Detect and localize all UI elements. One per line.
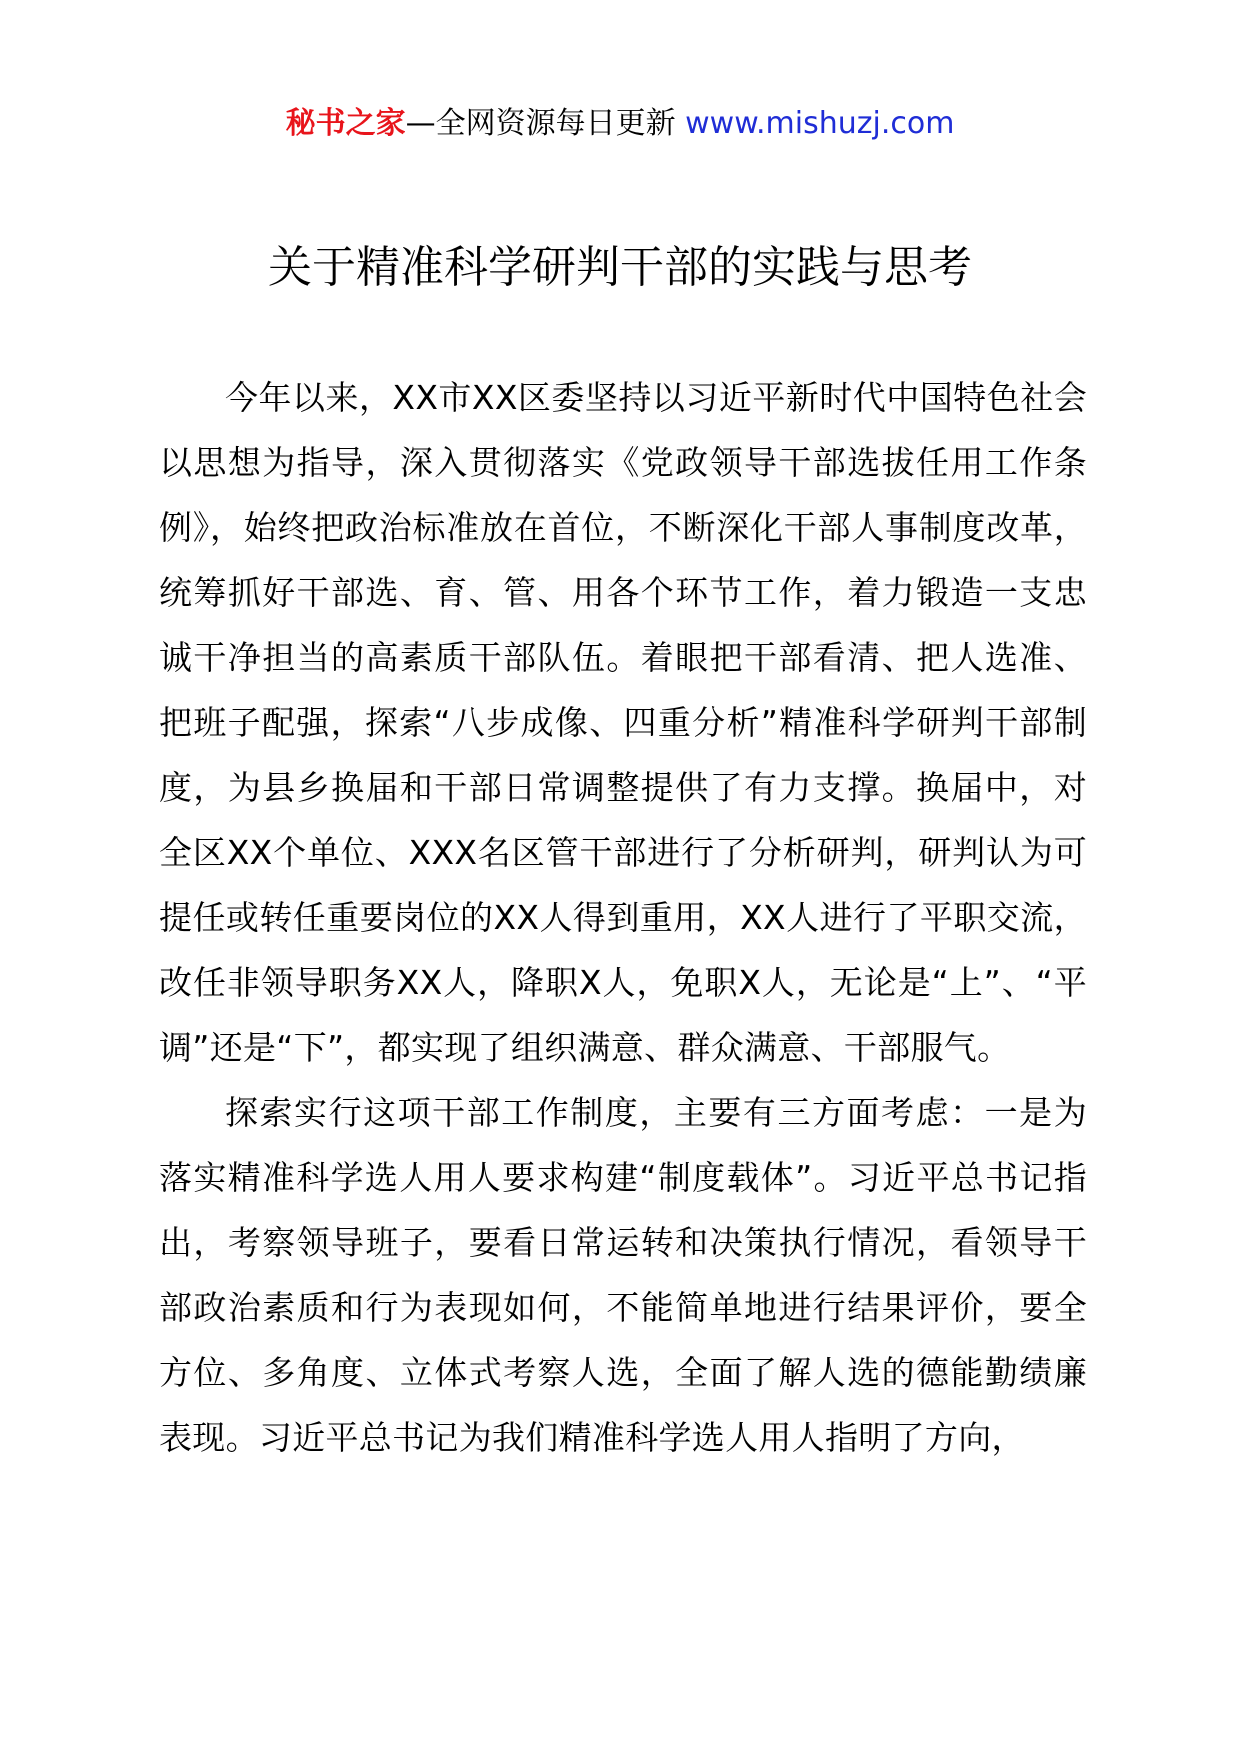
- document-body: [159, 365, 1087, 1470]
- paragraph-1: 今年以来，XX市XX区委坚持以习近平新时代中国特色社会以思想为指导，深入贯彻落实《党政领导干部选拔任用工作条例》，始终把政治标准放在首位，不断深化干部人事制度改革，统筹抓好干部选、育、管、用各个环节工作，着力锻造一支忠诚干净担当的高素质干部队伍。着眼把干部看清、把人选准、把班子配强，探索“八步成像、四重分析”精准科学研判干部制度，为县乡换届和干部日常调整提供了有力支撑。换届中，对全区XX个单位、XXX名区管干部进行了分析研判，研判认为可提任或转任重要岗位的XX人得到重用，XX人进行了平职交流，改任非领导职务XX人，降职X人，免职X人，无论是“上”、“平调”还是“下”，都实现了组织满意、群众满意、干部服气。: [159, 378, 1087, 1067]
- site-url[interactable]: www.mishuzj.com: [685, 106, 955, 141]
- document-title: 关于精准科学研判干部的实践与思考: [268, 242, 972, 293]
- brand-name: 秘书之家: [285, 106, 406, 141]
- header-tagline: —全网资源每日更新: [405, 106, 676, 141]
- paragraph-2: 探索实行这项干部工作制度，主要有三方面考虑：一是为落实精准科学选人用人要求构建“制度载体”。习近平总书记指出，考察领导班子，要看日常运转和决策执行情况，看领导干部政治素质和行为表现如何，不能简单地进行结果评价，要全方位、多角度、立体式考察人选，全面了解人选的德能勤绩廉表现。习近平总书记为我们精准科学选人用人指明了方向，: [159, 1093, 1087, 1457]
- site-header: [0, 102, 1240, 146]
